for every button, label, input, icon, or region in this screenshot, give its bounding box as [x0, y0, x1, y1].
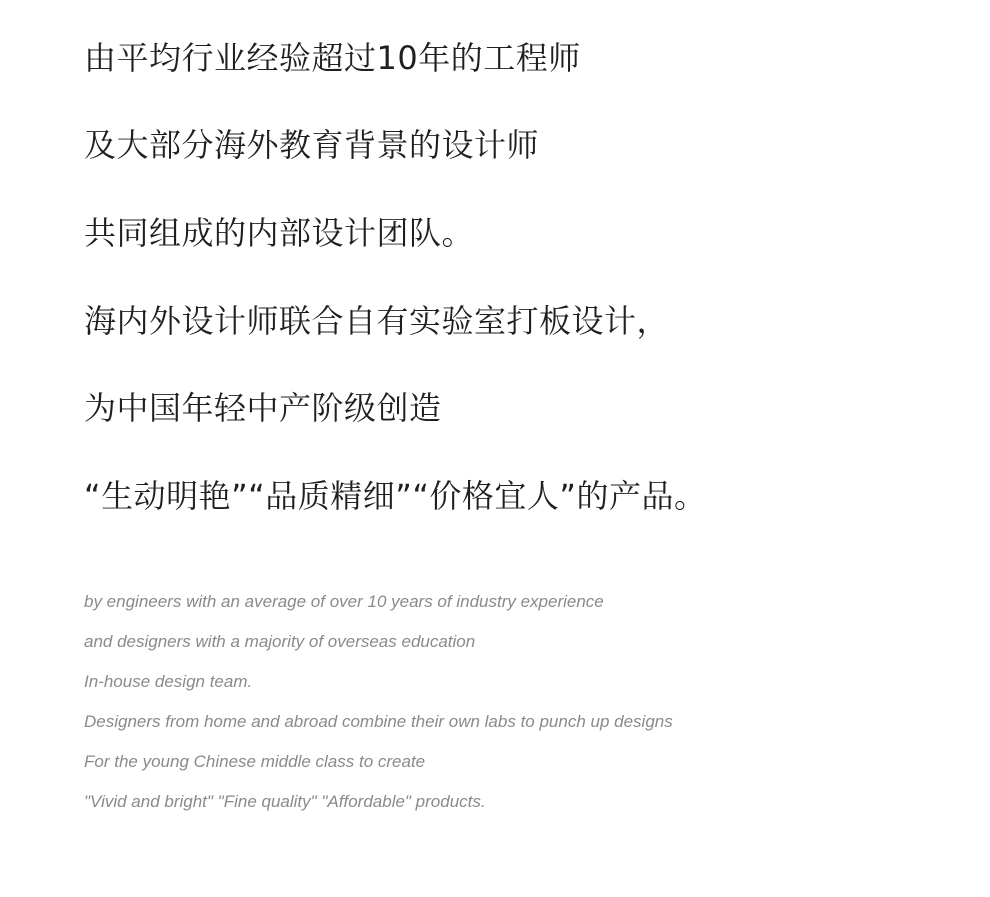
english-line-5: For the young Chinese middle class to create: [84, 752, 426, 771]
english-line-3: In-house design team.: [84, 672, 253, 691]
english-line-4: Designers from home and abroad combine their own labs to punch up designs: [84, 712, 673, 731]
english-line-6: "Vivid and bright" "Fine quality" "Affordable" products.: [84, 792, 486, 811]
english-line-1: by engineers with an average of over 10 years of industry experience: [84, 592, 604, 611]
chinese-line-4: 海内外设计师联合自有实验室打板设计，: [84, 302, 670, 340]
chinese-line-2: 及大部分海外教育背景的设计师: [84, 126, 540, 164]
chinese-line-1: 由平均行业经验超过10年的工程师: [84, 39, 581, 77]
english-line-2: and designers with a majority of overseas education: [84, 632, 476, 651]
chinese-line-5: 为中国年轻中产阶级创造: [84, 389, 442, 427]
chinese-line-3: 共同组成的内部设计团队。: [84, 214, 475, 252]
chinese-line-6: “生动明艳”“品质精细”“价格宜人”的产品。: [84, 477, 707, 515]
